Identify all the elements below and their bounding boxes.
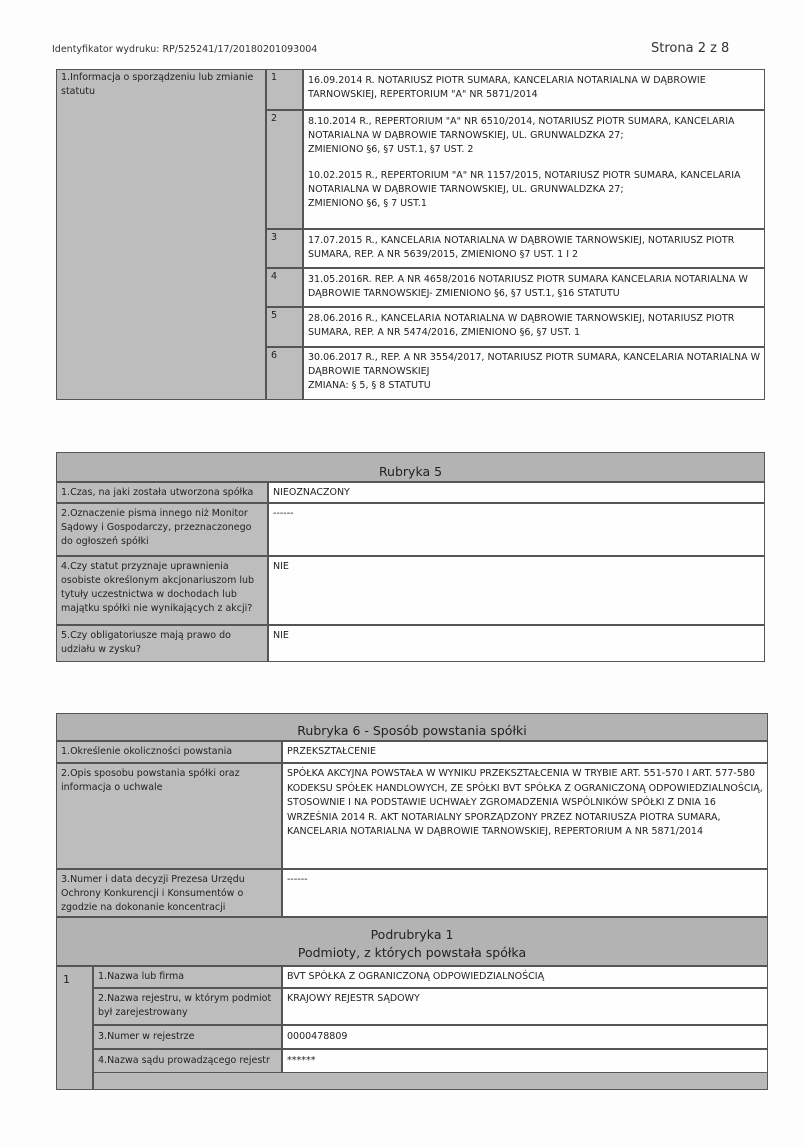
statute-num-6: 6 — [266, 347, 303, 400]
rubryka-5-title: Rubryka 5 — [56, 452, 765, 482]
podrubryka-label: 4.Nazwa sądu prowadzącego rejestr — [93, 1049, 282, 1073]
statute-num-3: 3 — [266, 229, 303, 268]
rubryka-5-label: 2.Oznaczenie pisma innego niż Monitor Sądowy i Gospodarczy, przeznaczonego do ogłoszeń spółki — [56, 503, 268, 556]
rubryka-5-value: NIEOZNACZONY — [268, 482, 765, 503]
statute-num-4: 4 — [266, 268, 303, 307]
rubryka-6-label: 1.Określenie okoliczności powstania — [56, 741, 282, 763]
rubryka-6-label: 3.Numer i data decyzji Prezesa Urzędu Ochrony Konkurencji i Konsumentów o zgodzie na dokonanie koncentracji — [56, 869, 282, 917]
statute-entry-text: 30.06.2017 R., REP. A NR 3554/2017, NOTARIUSZ PIOTR SUMARA, KANCELARIA NOTARIALNA W DĄBROWIE TARNOWSKIEJ — [308, 352, 760, 377]
statute-label: 1.Informacja o sporządzeniu lub zmianie statutu — [56, 69, 266, 400]
podrubryka-value: KRAJOWY REJESTR SĄDOWY — [282, 988, 768, 1025]
statute-entry-1 — [303, 69, 765, 110]
rubryka-6-label: 2.Opis sposobu powstania spółki oraz informacja o uchwale — [56, 763, 282, 869]
rubryka-6-title: Rubryka 6 - Sposób powstania spółki — [56, 713, 768, 741]
podrubryka-title — [56, 917, 768, 966]
rubryka-5-label: 1.Czas, na jaki została utworzona spółka — [56, 482, 268, 503]
podrubryka-label: 3.Numer w rejestrze — [93, 1025, 282, 1049]
podrubryka-value: BVT SPÓŁKA Z OGRANICZONĄ ODPOWIEDZIALNOŚCIĄ — [282, 966, 768, 988]
podrubryka-label: 1.Nazwa lub firma — [93, 966, 282, 988]
podrubryka-number: Podrubryka 1 — [370, 927, 454, 942]
statute-entry-text: ZMIENIONO §6, §7 UST.1, §7 UST. 2 — [308, 144, 474, 155]
statute-num-2: 2 — [266, 110, 303, 229]
podrubryka-index: 1 — [63, 973, 70, 986]
rubryka-6-value: SPÓŁKA AKCYJNA POWSTAŁA W WYNIKU PRZEKSZTAŁCENIA W TRYBIE ART. 551-570 I ART. 577-580 KODEKSU SPÓŁEK HANDLOWYCH, ZE SPÓŁKI BVT SPÓŁKA Z OGRANICZONĄ ODPOWIEDZIALNOŚCIĄ, STOSOWNIE I NA PODSTAWIE UCHWAŁY ZGROMADZENIA WSPÓLNIKÓW SPÓŁKI Z DNIA 16 WRZEŚNIA 2014 R. AKT NOTARIALNY SPORZĄDZONY PRZEZ NOTARIUSZA PIOTRA SUMARA, KANCELARIA NOTARIALNA W DĄBROWIE TARNOWSKIEJ, REPERTORIUM A NR 5871/2014 — [282, 763, 768, 869]
statute-entry-3 — [303, 229, 765, 268]
podrubryka-caption: Podmioty, z których powstała spółka — [297, 945, 527, 960]
statute-entry-text: ZMIENIONO §6, § 7 UST.1 — [308, 198, 427, 209]
rubryka-5-label: 4.Czy statut przyznaje uprawnienia osobiste określonym akcjonariuszom lub tytuły uczestnictwa w dochodach lub majątku spółki nie wynikających z akcji? — [56, 556, 268, 625]
statute-entry-text: 28.06.2016 R., KANCELARIA NOTARIALNA W DĄBROWIE TARNOWSKIEJ, NOTARIUSZ PIOTR SUMARA, REP. A NR 5474/2016, ZMIENIONO §6, §7 UST. 1 — [308, 313, 735, 338]
print-identifier: Identyfikator wydruku: RP/525241/17/20180201093004 — [52, 44, 318, 55]
statute-entry-text: 17.07.2015 R., KANCELARIA NOTARIALNA W DĄBROWIE TARNOWSKIEJ, NOTARIUSZ PIOTR SUMARA, REP. A NR 5639/2015, ZMIENIONO §7 UST. 1 I 2 — [308, 235, 735, 260]
podrubryka-filler — [93, 1073, 768, 1090]
statute-entry-text: 8.10.2014 R., REPERTORIUM "A" NR 6510/2014, NOTARIUSZ PIOTR SUMARA, KANCELARIA NOTARIALNA W DĄBROWIE TARNOWSKIEJ, UL. GRUNWALDZKA 27; — [308, 116, 735, 141]
statute-num-5: 5 — [266, 307, 303, 347]
podrubryka-index-cell — [56, 966, 93, 1090]
statute-entry-6 — [303, 347, 765, 400]
statute-entry-4 — [303, 268, 765, 307]
rubryka-5-label: 5.Czy obligatoriusze mają prawo do udziału w zysku? — [56, 625, 268, 662]
podrubryka-label: 2.Nazwa rejestru, w którym podmiot był zarejestrowany — [93, 988, 282, 1025]
page-number: Strona 2 z 8 — [651, 41, 730, 56]
statute-num-1: 1 — [266, 69, 303, 110]
rubryka-5-value: ------ — [268, 503, 765, 556]
statute-entry-text: 10.02.2015 R., REPERTORIUM "A" NR 1157/2015, NOTARIUSZ PIOTR SUMARA, KANCELARIA NOTARIALNA W DĄBROWIE TARNOWSKIEJ, UL. GRUNWALDZKA 27; — [308, 170, 741, 195]
statute-entry-text: 31.05.2016R. REP. A NR 4658/2016 NOTARIUSZ PIOTR SUMARA KANCELARIA NOTARIALNA W DĄBROWIE TARNOWSKIEJ- ZMIENIONO §6, §7 UST.1, §16 STATUTU — [308, 274, 748, 299]
rubryka-5-value: NIE — [268, 556, 765, 625]
podrubryka-value: 0000478809 — [282, 1025, 768, 1049]
statute-entry-text: 16.09.2014 R. NOTARIUSZ PIOTR SUMARA, KANCELARIA NOTARIALNA W DĄBROWIE TARNOWSKIEJ, REPERTORIUM "A" NR 5871/2014 — [308, 75, 706, 100]
statute-entry-text: ZMIANA: § 5, § 8 STATUTU — [308, 380, 431, 391]
rubryka-5-value: NIE — [268, 625, 765, 662]
rubryka-6-value: ------ — [282, 869, 768, 917]
rubryka-6-value: PRZEKSZTAŁCENIE — [282, 741, 768, 763]
statute-entry-5 — [303, 307, 765, 347]
podrubryka-value: ****** — [282, 1049, 768, 1073]
statute-entry-2 — [303, 110, 765, 229]
